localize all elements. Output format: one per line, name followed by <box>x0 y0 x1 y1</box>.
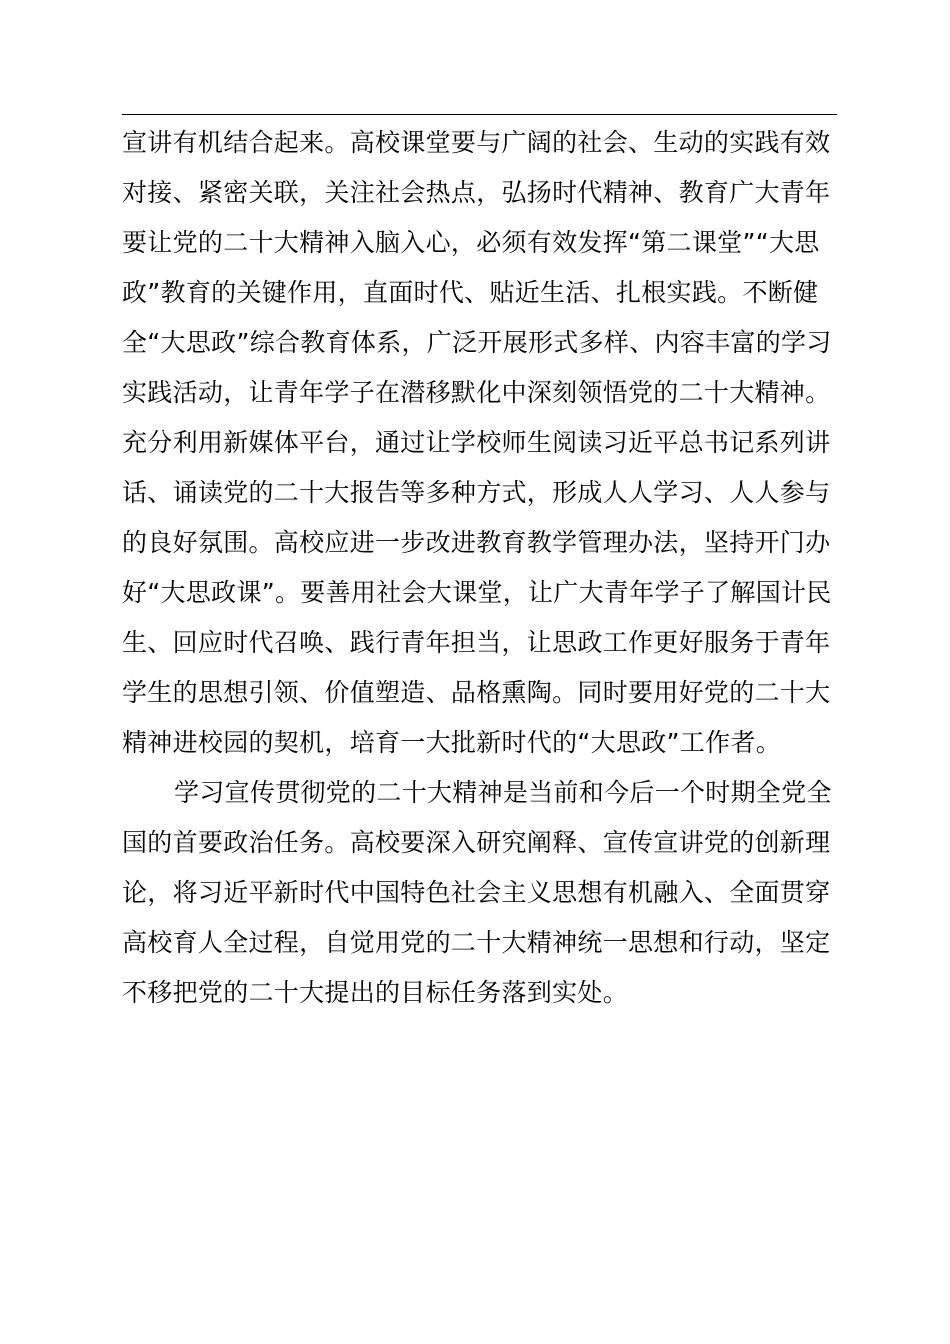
text-line: 好“大思政课”。要善用社会大课堂，让广大青年学子了解国计民 <box>122 578 832 607</box>
text-line: 学生的思想引领、价值塑造、品格熏陶。同时要用好党的二十大 <box>122 678 831 707</box>
text-line: 不移把党的二十大提出的目标任务落到实处。 <box>122 978 629 1007</box>
text-line: 学习宣传贯彻党的二十大精神是当前和今后一个时期全党全 <box>174 778 832 807</box>
text-line: 实践活动，让青年学子在潜移默化中深刻领悟党的二十大精神。 <box>122 378 831 407</box>
text-line: 要让党的二十大精神入脑入心，必须有效发挥“第二课堂”“大思 <box>122 228 820 257</box>
text-line: 全“大思政”综合教育体系，广泛开展形式多样、内容丰富的学习 <box>122 328 832 357</box>
paragraph-1 <box>122 118 837 768</box>
text-line: 宣讲有机结合起来。高校课堂要与广阔的社会、生动的实践有效 <box>122 128 831 157</box>
text-line: 精神进校园的契机，培育一大批新时代的“大思政”工作者。 <box>122 728 782 757</box>
text-line: 话、诵读党的二十大报告等多种方式，形成人人学习、人人参与 <box>122 478 831 507</box>
text-line: 论，将习近平新时代中国特色社会主义思想有机融入、全面贯穿 <box>122 878 831 907</box>
text-line: 政”教育的关键作用，直面时代、贴近生活、扎根实践。不断健 <box>122 278 819 307</box>
text-line: 充分利用新媒体平台，通过让学校师生阅读习近平总书记系列讲 <box>122 428 831 457</box>
text-line: 国的首要政治任务。高校要深入研究阐释、宣传宣讲党的创新理 <box>122 828 831 857</box>
text-line: 对接、紧密关联，关注社会热点，弘扬时代精神、教育广大青年 <box>122 178 831 207</box>
text-line: 的良好氛围。高校应进一步改进教育教学管理办法，坚持开门办 <box>122 528 831 557</box>
text-line: 生、回应时代召唤、践行青年担当，让思政工作更好服务于青年 <box>122 628 831 657</box>
paragraph-2 <box>122 768 837 1018</box>
header-rule <box>122 114 837 115</box>
text-line: 高校育人全过程，自觉用党的二十大精神统一思想和行动，坚定 <box>122 928 831 957</box>
document-body <box>122 118 837 1018</box>
